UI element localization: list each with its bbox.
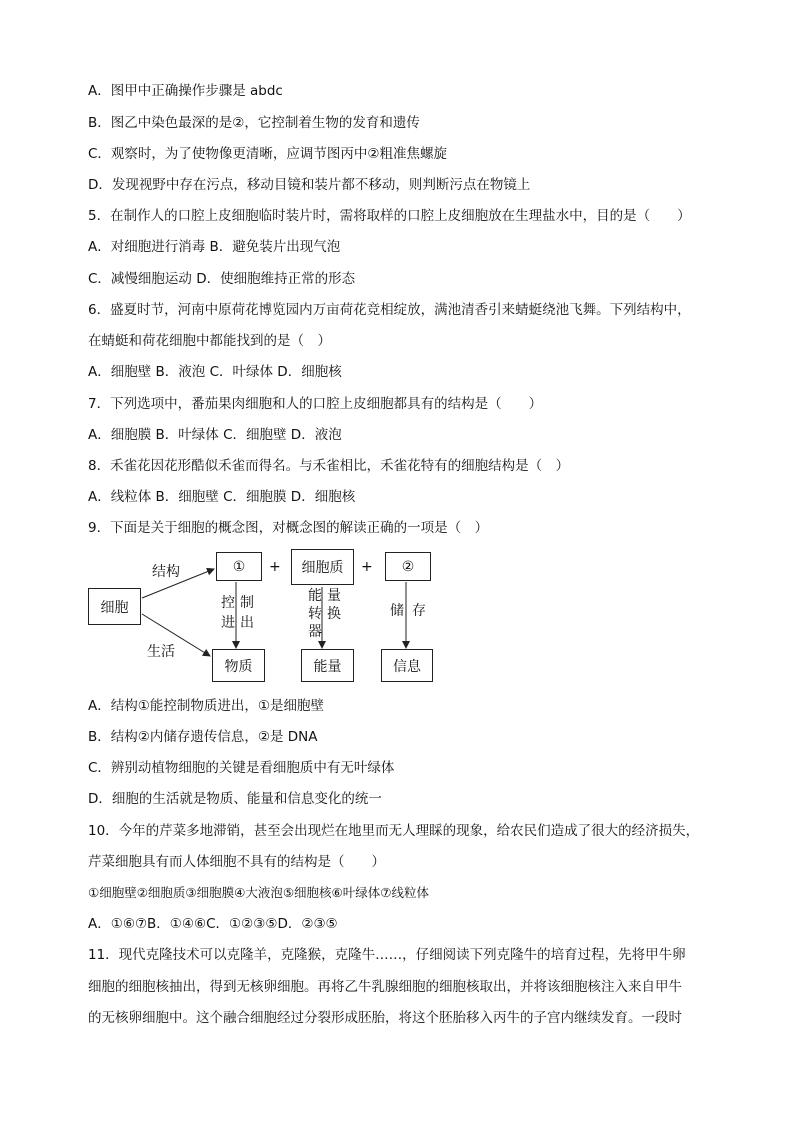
cell-box: 细胞 [88, 588, 141, 625]
structure-label: 结构 [152, 564, 180, 580]
question-7-stem: 7．下列选项中，番茄果肉细胞和人的口腔上皮细胞都具有的结构是（ ） [88, 396, 543, 412]
question-9-option-c: C．辨别动植物细胞的关键是看细胞质中有无叶绿体 [88, 760, 395, 776]
question-10-stem-line1: 10．今年的芹菜多地滞销，甚至会出现烂在地里而无人理睬的现象，给农民们造成了很大的经济损失， [88, 823, 700, 839]
question-9-option-a: A．结构①能控制物质进出，①是细胞壁 [88, 698, 324, 714]
question-11-line1: 11．现代克隆技术可以克隆羊，克隆猴，克隆牛……，仔细阅读下列克隆牛的培育过程，先将甲牛卵 [88, 947, 686, 963]
plus-sign-2: + [361, 559, 373, 575]
question-5-options-cd: C．减慢细胞运动 D．使细胞维持正常的形态 [88, 271, 356, 287]
converter-label-left: 能转器 [308, 588, 322, 640]
question-7-options: A．细胞膜 B．叶绿体 C．细胞壁 D．液泡 [88, 427, 342, 443]
question-9-option-b: B．结构②内储存遗传信息，②是 DNA [88, 729, 318, 745]
question-11-line3: 的无核卵细胞中。这个融合细胞经过分裂形成胚胎，将这个胚胎移入丙牛的子宫内继续发育。一段时 [88, 1010, 682, 1026]
question-6-stem-line1: 6．盛夏时节，河南中原荷花博览园内万亩荷花竞相绽放，满池清香引来蜻蜓绕池飞舞。下列结构中， [88, 302, 691, 318]
option-4a: A．图甲中正确操作步骤是 abdc [88, 83, 283, 99]
life-label: 生活 [147, 644, 175, 660]
question-6-stem-line2: 在蜻蜓和荷花细胞中都能找到的是（ ） [88, 333, 331, 349]
question-9-stem: 9．下面是关于细胞的概念图，对概念图的解读正确的一项是（ ） [88, 520, 489, 536]
question-8-options: A．线粒体 B．细胞壁 C．细胞膜 D．细胞核 [88, 489, 356, 505]
converter-label-right: 量换 [327, 588, 341, 622]
question-10-stem-line2: 芹菜细胞具有而人体细胞不具有的结构是（ ） [88, 854, 385, 870]
question-11-line2: 细胞的细胞核抽出，得到无核卵细胞。再将乙牛乳腺细胞的细胞核取出，并将该细胞核注入来自甲牛 [88, 979, 682, 995]
question-5-options-ab: A．对细胞进行消毒 B．避免装片出现气泡 [88, 239, 341, 255]
plus-sign-1: + [269, 559, 281, 575]
store-label-left: 储 [390, 603, 404, 619]
question-10-structure-list: ①细胞壁②细胞质③细胞膜④大液泡⑤细胞核⑥叶绿体⑦线粒体 [88, 885, 429, 900]
cytoplasm-box: 细胞质 [291, 549, 354, 585]
control-label-right: 制出 [240, 595, 254, 631]
option-4b: B．图乙中染色最深的是②，它控制着生物的发育和遗传 [88, 115, 420, 131]
energy-box: 能量 [301, 649, 354, 682]
structure-1-box: ① [216, 552, 262, 581]
matter-box: 物质 [212, 649, 265, 682]
control-label-left: 控进 [221, 595, 235, 631]
question-6-options: A．细胞壁 B．液泡 C．叶绿体 D．细胞核 [88, 364, 342, 380]
question-10-options: A．①⑥⑦B．①④⑥C．①②③⑤D．②③⑤ [88, 916, 338, 932]
store-label-right: 存 [412, 603, 426, 619]
structure-2-box: ② [385, 552, 431, 581]
option-4c: C．观察时，为了使物像更清晰，应调节图丙中②粗准焦螺旋 [88, 146, 448, 162]
cell-concept-diagram [88, 546, 448, 692]
question-8-stem: 8．禾雀花因花形酷似禾雀而得名。与禾雀相比，禾雀花特有的细胞结构是（ ） [88, 458, 570, 474]
question-9-option-d: D．细胞的生活就是物质、能量和信息变化的统一 [88, 791, 382, 807]
option-4d: D．发现视野中存在污点，移动目镜和装片都不移动，则判断污点在物镜上 [88, 177, 531, 193]
question-5-stem: 5．在制作人的口腔上皮细胞临时装片时，需将取样的口腔上皮细胞放在生理盐水中，目的是（ ） [88, 208, 691, 224]
information-box: 信息 [381, 649, 433, 682]
